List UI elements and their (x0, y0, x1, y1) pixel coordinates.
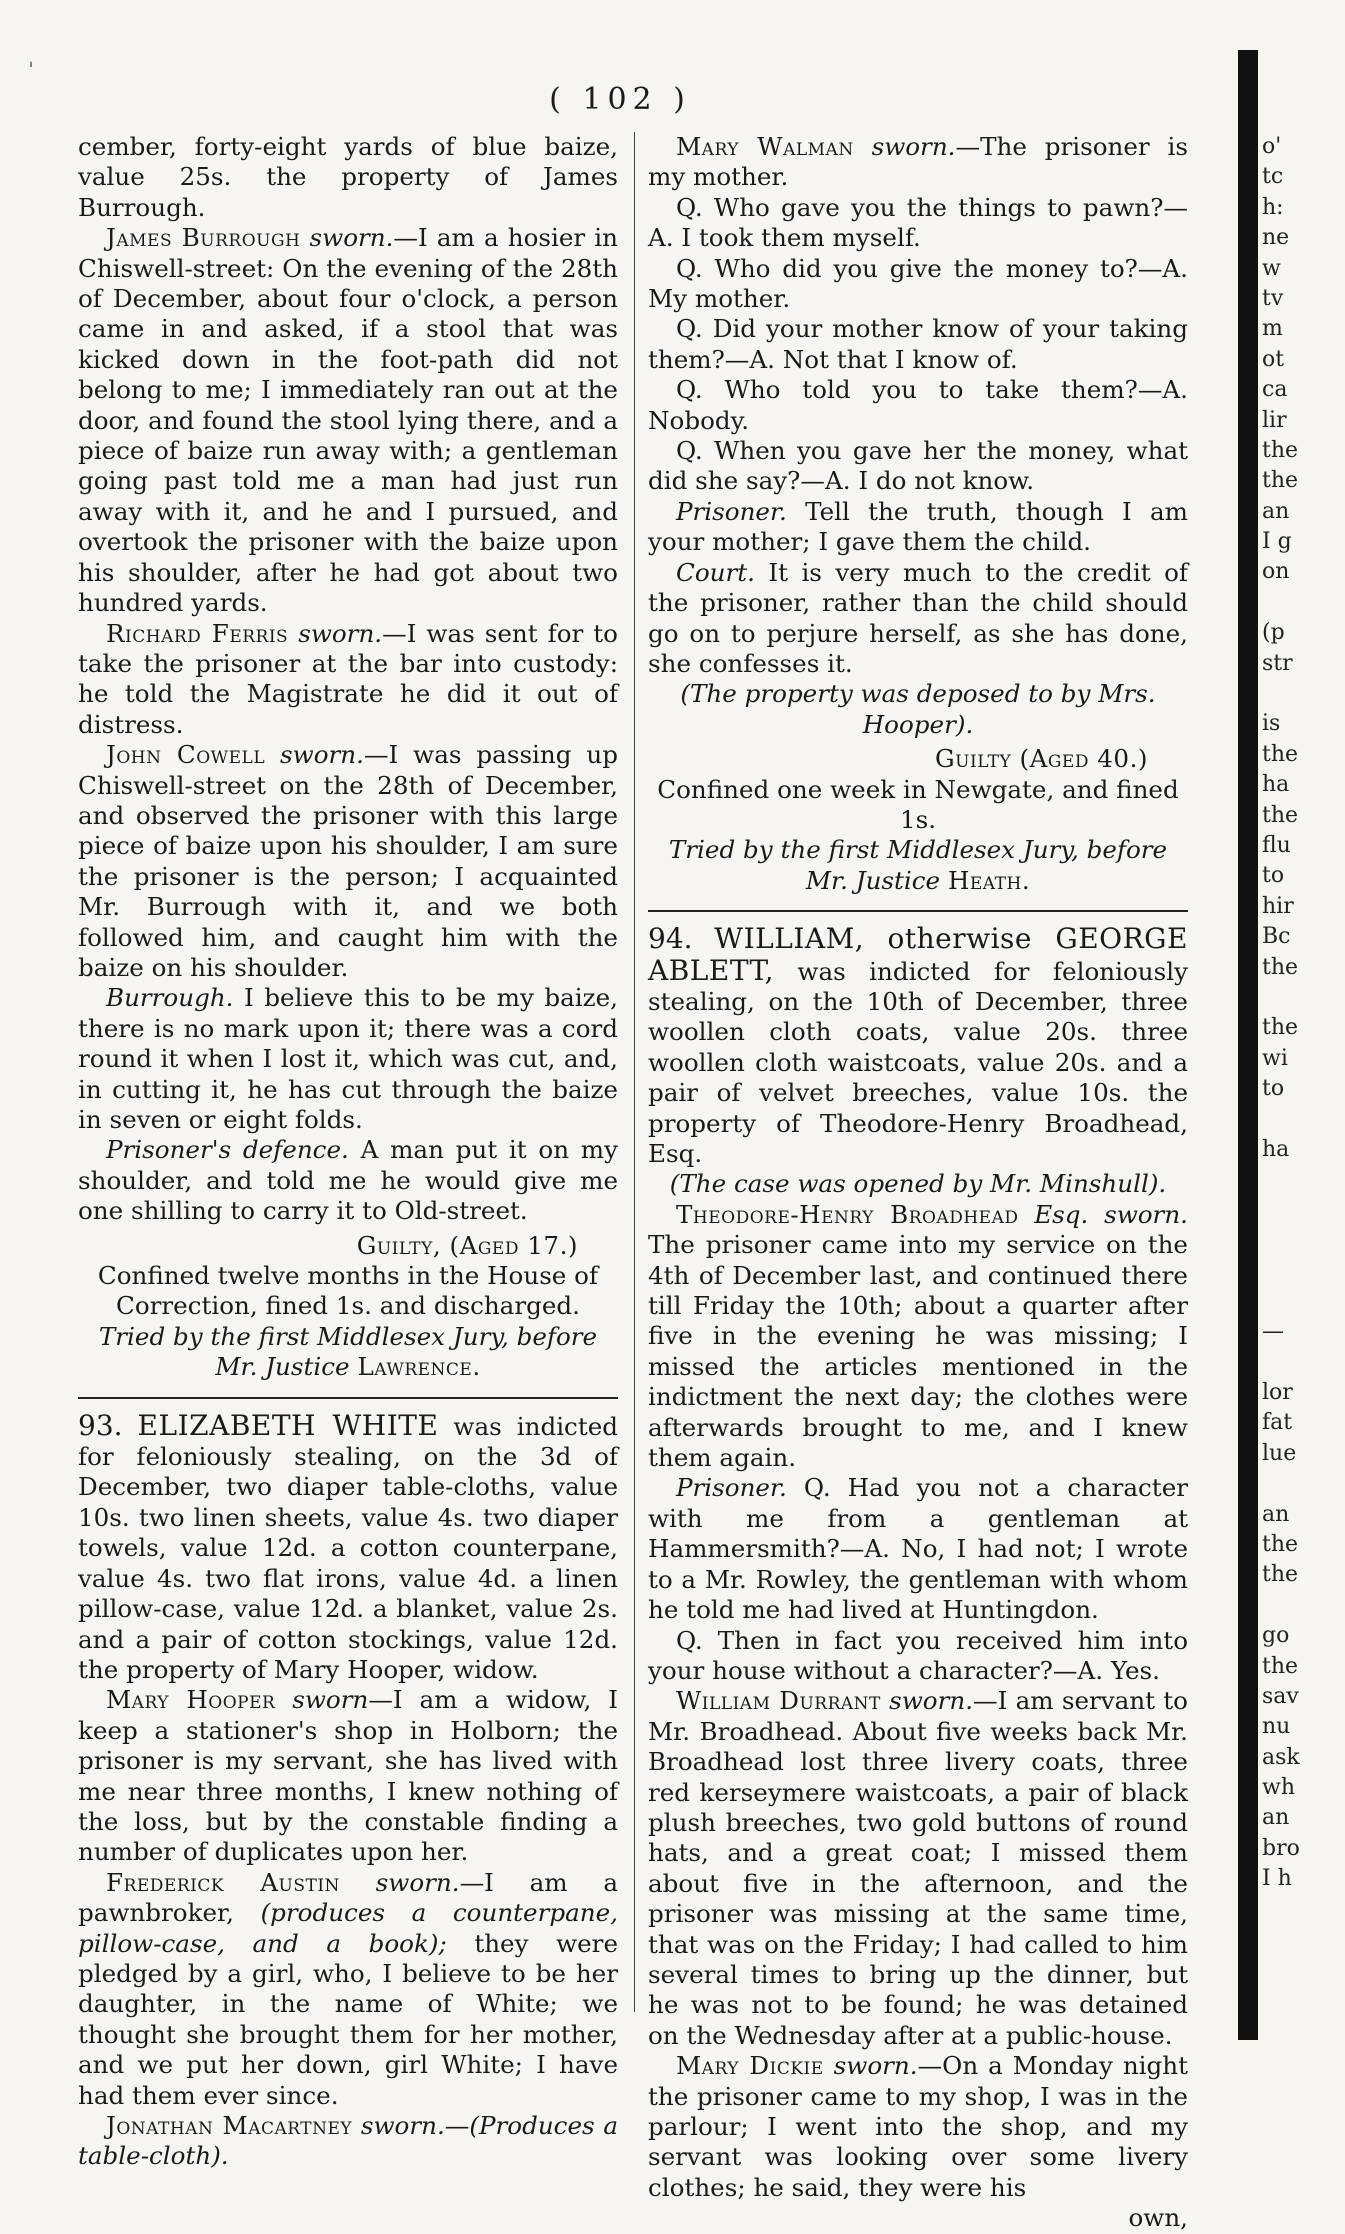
sworn-label: sworn. (375, 1867, 460, 1897)
next-page-line: hir (1262, 893, 1294, 919)
next-page-line: to (1262, 1076, 1285, 1102)
question: Q. Who told you to take them?—A. Nobody. (648, 375, 1188, 435)
next-page-line: — (1262, 1319, 1284, 1345)
next-page-line: nu (1262, 1714, 1291, 1740)
question: Q. Did your mother know of your taking them?—A. Not that I know of. (648, 314, 1188, 374)
section-rule (648, 910, 1188, 912)
judge-name: Heath. (947, 865, 1031, 895)
witness-name: Mary Dickie (676, 2051, 824, 2081)
next-page-line: bro (1262, 1835, 1300, 1861)
next-page-line: go (1262, 1623, 1290, 1649)
next-page-line: w (1262, 255, 1281, 281)
next-page-line (1262, 1196, 1342, 1226)
verdict: Guilty (Aged 40.) (935, 744, 1148, 774)
judge-name: Lawrence. (357, 1352, 481, 1382)
verdict: Guilty, (Aged 17.) (356, 1230, 578, 1260)
witness-name: James Burrough (106, 223, 301, 253)
sworn-label: sworn. (833, 2051, 918, 2081)
witness-name: Jonathan Macartney (106, 2111, 353, 2140)
testimony: they were pledged by a girl, who, I believe to be her daughter, in the name of White; we thought she brought them for her mother, and we put her down, girl White; I have had them ever since. (78, 1928, 618, 2110)
speaker-label: Prisoner. (676, 1473, 787, 1503)
sentence: Confined one week in Newgate, and fined 1s. (657, 774, 1179, 834)
paragraph (78, 619, 618, 741)
case-heading (648, 924, 1188, 1169)
speaker-label: Prisoner. (676, 496, 787, 526)
sworn-label: sworn (292, 1685, 369, 1715)
testimony: —I am servant to Mr. Broadhead. About five weeks back Mr. Broadhead lost three livery coats, three red kerseymere waistcoats, a pair of black plush breeches, two gold buttons of round hats, and a great coat; I missed them about five in the afternoon, and the prisoner was missing at the same time, that was on the Friday; I had called to him several times to bring up the dinner, but he was not to be found; he was detained on the Wednesday after at a public-house. (648, 1686, 1188, 2050)
next-page-line: the (1262, 437, 1299, 463)
speaker-label: Court. (676, 557, 755, 587)
column-divider (634, 132, 635, 2012)
testimony: —I am a widow, I keep a stationer's shop in Holborn; the prisoner is my servant, she has lived with me near three months, I knew nothing of the loss, but by the constable finding a number of duplicates upon her. (78, 1685, 618, 1867)
judge (648, 866, 1188, 896)
next-page-line: sav (1262, 1683, 1299, 1709)
produces-note: (produces a counterpane, pillow-case, and a book); (78, 1898, 618, 1958)
case-number: 94. (648, 922, 693, 956)
next-page-line: ot (1262, 346, 1285, 372)
witness-name: Mary Hooper (106, 1685, 276, 1715)
next-page-line: Bc (1262, 924, 1291, 950)
case-heading (78, 1408, 619, 1686)
paragraph (78, 1135, 618, 1226)
witness-name: John Cowell (106, 740, 266, 770)
next-page-line: an (1262, 498, 1290, 524)
question: Q. Then in fact you received him into your house without a character?—A. Yes. (648, 1625, 1188, 1685)
section-rule (78, 1397, 618, 1399)
defendant-name: ELIZABETH WHITE (137, 1408, 439, 1442)
next-page-line (1262, 1256, 1342, 1286)
next-page-line: ne (1262, 225, 1290, 251)
judge (78, 1352, 618, 1382)
next-page-line: flu (1262, 832, 1291, 858)
sworn-label: sworn. (871, 132, 956, 161)
testimony: Tell the truth, though I am your mother; I gave them the child. (648, 496, 1188, 557)
next-page-line: wi (1262, 1045, 1288, 1071)
paragraph (78, 2111, 618, 2172)
next-page-line: an (1262, 1501, 1290, 1527)
right-column (648, 132, 1188, 2234)
next-page-line: lor (1262, 1380, 1293, 1406)
speaker-label: Prisoner's defence. (106, 1135, 349, 1165)
paragraph (648, 558, 1188, 680)
tried-by: Tried by the first Middlesex Jury, before (668, 835, 1168, 865)
next-page-line: the (1262, 468, 1299, 494)
defendant-name: WILLIAM, otherwise GEORGE ABLETT, (648, 922, 1188, 987)
paragraph (648, 1200, 1188, 1474)
witness-name: Frederick Austin (106, 1867, 340, 1897)
witness-name: Mary Walman (676, 132, 854, 161)
next-page-line: lir (1262, 407, 1287, 433)
witness-name: Theodore-Henry Broadhead (676, 1199, 1019, 1229)
sworn-label: Esq. sworn. (1034, 1199, 1188, 1229)
next-page-line: an (1262, 1805, 1290, 1831)
paragraph (78, 1868, 618, 2111)
witness-name: Richard Ferris (106, 618, 289, 648)
tried-by: Tried by the first Middlesex Jury, before (98, 1321, 598, 1351)
testimony: The prisoner came into my service on the 4th of December last, and continued there till Friday the 10th; about a quarter after five in the evening he was missing; I missed the articles mentioned in the indictment the next day; the clothes were afterwards brought to me, and I knew them again. (648, 1230, 1188, 1473)
judge-prefix: Mr. Justice (215, 1352, 350, 1382)
testimony: —I am a hosier in Chiswell-street: On the evening of the 28th of December, about four o'clock, a person came in and asked, if a stool that was kicked down in the foot-path did not belong to me; I immediately ran out at the door, and found the stool lying there, and a piece of baize run away with; a gentleman going past told me a man had just run away with it, and he and I pursued, and overtook the prisoner with the baize upon his shoulder, after he had got about two hundred yards. (78, 223, 618, 618)
question: Q. Who gave you the things to pawn?—A. I took them myself. (648, 192, 1188, 253)
testimony: —I was sent for to take the prisoner at the bar into custody: he told the Magistrate he did it out of distress. (78, 618, 618, 739)
margin-speck: ˈ (28, 60, 35, 85)
indictment: was indicted for feloniously stealing, on the 10th of December, three woollen cloth coats, value 20s. three woollen cloth waistcoats, value 20s. and a pair of velvet breeches, value 10s. the property of Theodore-Henry Broadhead, Esq. (648, 956, 1188, 1168)
testimony: —I am a pawnbroker, (78, 1867, 618, 1928)
catchword: own, (1128, 2203, 1188, 2233)
next-page-line (1262, 1348, 1342, 1378)
next-page-line: is (1262, 711, 1281, 737)
next-page-line: ha (1262, 772, 1290, 798)
next-page-line: I g (1262, 529, 1292, 555)
next-page-fragment (1262, 132, 1342, 2032)
testimony: A man put it on my shoulder, and told me he would give me one shilling to carry it to Old-street. (78, 1135, 619, 1226)
paragraph (648, 132, 1188, 193)
testimony: —On a Monday night the prisoner came to my shop, I was in the parlour; I went into the shop, and my servant was looking over some livery clothes; he said, they were his (648, 2051, 1188, 2202)
testimony: —I was passing up Chiswell-street on the 28th of December, and observed the prisoner with this large piece of baize upon his shoulder, I am sure the prisoner is the person; I acquainted Mr. Burrough with it, and we both followed him, and caught him with the baize on his shoulder. (78, 740, 619, 982)
deposition-note: (The property was deposed to by Mrs. Hooper). (680, 679, 1156, 739)
page-edge-shadow (1238, 50, 1258, 2040)
indictment: was indicted for feloniously stealing, on the 3d of December, two diaper table-cloths, value 10s. two linen sheets, value 4s. two diaper towels, value 12d. a cotton counterpane, value 4s. two flat irons, value 4d. a linen pillow-case, value 12d. a blanket, value 2s. and a pair of cotton stockings, value 12d. the property of Mary Hooper, widow. (78, 1411, 619, 1684)
next-page-line (1262, 1591, 1342, 1621)
speaker-label: Burrough. (106, 983, 234, 1013)
next-page-line: h: (1262, 194, 1284, 220)
next-page-line: tc (1262, 164, 1284, 190)
paragraph (648, 2051, 1188, 2203)
testimony: —The prisoner is my mother. (648, 132, 1188, 192)
next-page-line (1262, 983, 1342, 1013)
next-page-line (1262, 588, 1342, 618)
sentence: Confined twelve months in the House of Correction, fined 1s. and discharged. (97, 1261, 599, 1321)
witness-name: William Durrant (676, 1686, 881, 1716)
next-page-line (1262, 1287, 1342, 1317)
testimony: It is very much to the credit of the prisoner, rather than the child should go on to perjure herself, as she has done, she confesses it. (648, 557, 1188, 678)
next-page-line: the (1262, 741, 1299, 767)
next-page-line: o' (1262, 134, 1282, 159)
next-page-line: I h (1262, 1866, 1292, 1892)
next-page-line (1262, 679, 1342, 709)
paragraph (648, 497, 1188, 558)
next-page-line (1262, 1226, 1342, 1256)
next-page-line: tv (1262, 285, 1284, 311)
testimony: I believe this to be my baize, there is no mark upon it; there was a cord round it when I lost it, which was cut, and, in cutting it, he has cut through the baize in seven or eight folds. (78, 983, 618, 1134)
next-page-line: (p (1262, 620, 1285, 646)
next-page-line (1262, 1105, 1342, 1135)
next-page-line: on (1262, 559, 1290, 585)
produces-note: —(Produces a table-cloth). (78, 2111, 618, 2171)
left-column (78, 132, 618, 2172)
next-page-line: m (1262, 316, 1283, 342)
next-page-line (1262, 1165, 1342, 1195)
next-page-line: the (1262, 1562, 1299, 1588)
paragraph (78, 740, 618, 983)
next-page-line: ca (1262, 377, 1288, 403)
question: Q. When you gave her the money, what did she say?—A. I do not know. (648, 436, 1188, 496)
judge-prefix: Mr. Justice (805, 865, 941, 895)
paragraph (78, 1685, 618, 1867)
sworn-label: sworn. (309, 223, 394, 253)
next-page-line: the (1262, 1015, 1299, 1041)
sworn-label: sworn. (280, 740, 364, 770)
case-number: 93. (78, 1408, 123, 1442)
next-page-line: wh (1262, 1775, 1295, 1801)
next-page-line: the (1262, 1653, 1299, 1679)
next-page-line (1262, 1469, 1342, 1499)
question: Q. Who did you give the money to?—A. My mother. (648, 253, 1188, 314)
next-page-line: str (1262, 650, 1293, 676)
next-page-line: ask (1262, 1744, 1300, 1770)
paragraph (78, 223, 618, 618)
sworn-label: sworn. (889, 1686, 974, 1716)
paragraph: cember, forty-eight yards of blue baize, value 25s. the property of James Burrough. (78, 132, 618, 222)
next-page-line: ha (1262, 1136, 1290, 1162)
next-page-line: fat (1262, 1410, 1293, 1436)
next-page-line: the (1262, 1531, 1299, 1557)
paragraph (648, 1686, 1188, 2051)
sworn-label: sworn. (298, 618, 383, 648)
paragraph (648, 1473, 1188, 1625)
next-page-line: to (1262, 863, 1285, 889)
page-number: ( 102 ) (549, 82, 691, 117)
sworn-label: sworn. (360, 2111, 445, 2140)
next-page-line: lue (1262, 1440, 1297, 1466)
case-opened-note: (The case was opened by Mr. Minshull). (669, 1169, 1167, 1199)
testimony: Q. Had you not a character with me from a gentleman at Hammersmith?—A. No, I had not; I wrote to a Mr. Rowley, the gentleman with whom he told me had lived at Huntingdon. (648, 1473, 1189, 1625)
paragraph (78, 983, 618, 1135)
next-page-line: the (1262, 802, 1299, 828)
next-page-line: the (1262, 954, 1299, 980)
